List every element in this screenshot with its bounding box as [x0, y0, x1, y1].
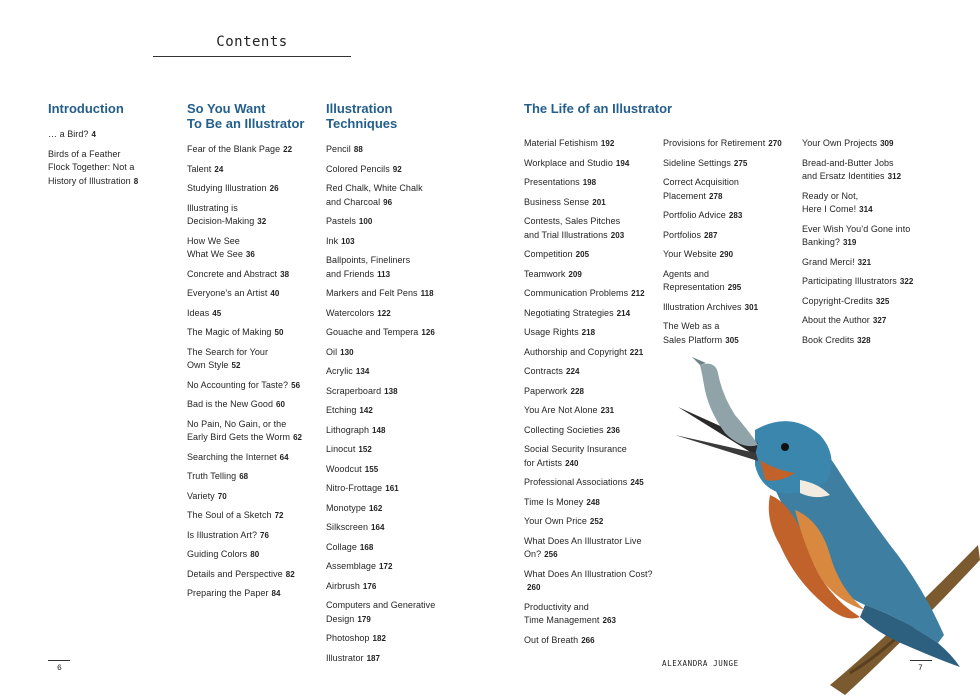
- toc-entry-page: 295: [727, 283, 742, 292]
- toc-entry-page: 194: [615, 158, 630, 168]
- toc-entry-title: Ready or Not, Here I Come!: [802, 190, 859, 214]
- toc-entry-title: Copyright-Credits: [802, 295, 873, 306]
- toc-entry-page: 88: [353, 145, 363, 154]
- toc-entry: [802, 157, 952, 184]
- toc-entry-page: 212: [631, 289, 645, 298]
- toc-entry: [326, 599, 461, 626]
- toc-entry-page: 305: [725, 335, 739, 345]
- toc-entry-page: 126: [421, 328, 435, 337]
- toc-entry-title: Birds of a Feather Flock Together: Not a History of Illustration: [48, 148, 135, 186]
- toc-entry-title: Material Fetishism: [524, 138, 598, 148]
- toc-entry-page: 24: [214, 164, 224, 174]
- toc-entry: [663, 268, 799, 295]
- toc-entry: [663, 301, 799, 315]
- toc-entry-page: 231: [600, 406, 615, 415]
- toc-entry-title: Searching the Internet: [187, 451, 277, 462]
- toc-entry-page: 8: [133, 176, 139, 186]
- toc-entry-page: 240: [565, 458, 579, 468]
- toc-entry-page: 187: [366, 653, 381, 663]
- toc-entry-title: About the Author: [802, 315, 870, 325]
- toc-entry-page: 312: [887, 172, 902, 181]
- toc-entry-title: Business Sense: [524, 196, 590, 207]
- toc-entry-page: 319: [842, 238, 857, 247]
- toc-entry-page: 203: [610, 230, 625, 240]
- toc-entry-title: Illustrator: [326, 652, 364, 663]
- toc-entry: [524, 346, 660, 360]
- toc-entry: [524, 215, 660, 242]
- toc-entry: [663, 248, 799, 262]
- toc-entry-page: 325: [875, 296, 890, 306]
- toc-entry-page: 201: [592, 197, 606, 207]
- toc-entry: [802, 137, 952, 151]
- footer-rule-left: [48, 660, 70, 661]
- toc-entry: [326, 482, 461, 496]
- section-so-you-want: [187, 101, 322, 607]
- toc-entry: [326, 254, 461, 281]
- toc-entry-page: 50: [274, 328, 284, 337]
- toc-entry-title: Red Chalk, White Chalk and Charcoal: [326, 183, 423, 207]
- toc-entry-page: 192: [600, 139, 615, 148]
- toc-entry: [187, 202, 322, 229]
- toc-entry-title: Workplace and Studio: [524, 157, 613, 168]
- toc-list: [524, 137, 660, 653]
- toc-entry-page: 287: [704, 230, 718, 240]
- toc-entry-title: Contracts: [524, 366, 563, 376]
- toc-entry-title: Social Security Insurance for Artists: [524, 444, 627, 468]
- toc-entry-title: Linocut: [326, 444, 356, 454]
- toc-entry-title: How We See What We See: [187, 235, 243, 259]
- toc-entry-page: 182: [372, 634, 386, 643]
- toc-entry-page: 327: [872, 316, 887, 325]
- toc-entry: [524, 196, 660, 210]
- toc-entry: [326, 385, 461, 399]
- toc-entry-page: 275: [733, 158, 748, 168]
- toc-entry-page: 62: [293, 433, 303, 442]
- toc-entry-title: No Pain, No Gain, or the Early Bird Gets the Worm: [187, 418, 291, 442]
- toc-entry: [663, 209, 799, 223]
- toc-entry-page: 228: [570, 386, 584, 396]
- toc-entry-title: Communication Problems: [524, 288, 629, 298]
- toc-entry-title: You Are Not Alone: [524, 405, 598, 415]
- toc-entry-page: 45: [212, 308, 222, 318]
- toc-entry: [663, 137, 799, 151]
- toc-entry-title: What Does An Illustrator Live On?: [524, 535, 642, 559]
- toc-entry-page: 256: [544, 550, 558, 559]
- toc-entry: [187, 451, 322, 465]
- toc-entry: [524, 424, 660, 438]
- toc-entry-page: 4: [91, 130, 96, 139]
- toc-entry-title: Fear of the Blank Page: [187, 144, 281, 154]
- toc-entry-page: 290: [719, 250, 734, 259]
- toc-entry-title: The Web as a Sales Platform: [663, 321, 723, 345]
- toc-entry-title: Competition: [524, 249, 573, 259]
- toc-entry-title: Colored Pencils: [326, 163, 390, 174]
- toc-entry-page: 214: [616, 308, 631, 318]
- page-number-right: 7: [918, 664, 923, 673]
- toc-entry-title: Paperwork: [524, 385, 568, 396]
- toc-entry: [802, 295, 952, 309]
- toc-entry: [326, 404, 461, 418]
- toc-entry-title: Woodcut: [326, 463, 362, 474]
- toc-entry: [187, 509, 322, 523]
- toc-entry-page: 72: [274, 511, 284, 520]
- toc-entry-page: 68: [239, 472, 249, 481]
- toc-entry-page: 40: [270, 289, 280, 298]
- toc-entry: [326, 652, 461, 666]
- toc-entry: [326, 463, 461, 477]
- toc-entry: [524, 326, 660, 340]
- toc-entry-title: Watercolors: [326, 307, 375, 318]
- toc-entry: [187, 398, 322, 412]
- section-introduction: [48, 101, 168, 194]
- toc-entry: [187, 287, 322, 301]
- toc-entry: [326, 424, 461, 438]
- toc-entry: [326, 163, 461, 177]
- toc-entry: [48, 148, 168, 189]
- title-underline: [153, 56, 351, 57]
- toc-entry-title: Teamwork: [524, 268, 566, 279]
- toc-entry: [187, 163, 322, 177]
- toc-entry-page: 236: [606, 425, 621, 435]
- toc-entry-title: Your Website: [663, 249, 717, 259]
- toc-entry: [326, 143, 461, 157]
- toc-entry: [326, 580, 461, 594]
- toc-entry: [524, 515, 660, 529]
- toc-entry: [524, 535, 660, 562]
- toc-entry: [524, 496, 660, 510]
- toc-entry-title: Variety: [187, 490, 215, 501]
- toc-entry-page: 176: [362, 581, 377, 591]
- toc-entry: [326, 632, 461, 646]
- toc-entry: [802, 275, 952, 289]
- toc-entry-page: 155: [364, 464, 379, 474]
- toc-entry-title: The Magic of Making: [187, 327, 272, 337]
- toc-entry: [524, 157, 660, 171]
- toc-entry-title: Portfolio Advice: [663, 210, 726, 220]
- toc-entry-title: Collage: [326, 541, 357, 552]
- toc-entry: [802, 190, 952, 217]
- toc-entry-title: Is Illustration Art?: [187, 529, 258, 540]
- toc-entry: [524, 443, 660, 470]
- toc-entry-page: 161: [385, 484, 399, 493]
- toc-entry: [663, 176, 799, 203]
- toc-entry-title: Ballpoints, Fineliners and Friends: [326, 255, 411, 279]
- toc-entry-title: Assemblage: [326, 561, 377, 571]
- toc-entry-page: 309: [880, 139, 894, 148]
- toc-entry: [326, 307, 461, 321]
- toc-entry-title: Book Credits: [802, 334, 855, 345]
- toc-entry-page: 80: [250, 550, 260, 559]
- section-heading: Introduction: [48, 101, 124, 116]
- toc-entry-page: 100: [358, 217, 373, 226]
- toc-entry-title: Lithograph: [326, 424, 370, 435]
- toc-entry-title: Grand Merci!: [802, 256, 855, 267]
- toc-entry-title: Illustrating is Decision-Making: [187, 202, 255, 226]
- toc-entry-page: 314: [859, 205, 873, 214]
- toc-entry: [187, 529, 322, 543]
- toc-entry-title: Acrylic: [326, 366, 353, 376]
- toc-entry-page: 263: [602, 616, 616, 625]
- toc-entry-page: 70: [217, 491, 227, 501]
- toc-entry-page: 283: [728, 211, 743, 220]
- toc-entry-title: Collecting Societies: [524, 424, 604, 435]
- toc-entry-title: Your Own Projects: [802, 138, 878, 148]
- toc-entry-title: Oil: [326, 346, 338, 357]
- toc-entry-title: Studying Illustration: [187, 183, 267, 193]
- toc-entry-title: … a Bird?: [48, 129, 89, 139]
- toc-entry-title: Ever Wish You’d Gone into Banking?: [802, 223, 911, 247]
- toc-entry: [524, 248, 660, 262]
- toc-entry-title: Markers and Felt Pens: [326, 288, 418, 298]
- toc-entry: [187, 235, 322, 262]
- toc-entry: [187, 568, 322, 582]
- toc-entry-page: 245: [630, 478, 644, 487]
- toc-entry-page: 301: [744, 302, 759, 312]
- toc-entry: [524, 137, 660, 151]
- toc-entry-page: 130: [340, 347, 354, 357]
- toc-entry-title: Time Is Money: [524, 496, 584, 507]
- toc-entry-title: The Soul of a Sketch: [187, 510, 272, 520]
- section-life: [524, 101, 964, 645]
- toc-entry-page: 266: [581, 635, 595, 645]
- toc-entry-title: Preparing the Paper: [187, 588, 269, 598]
- toc-entry: [187, 418, 322, 445]
- kingfisher-with-fish-icon: [660, 355, 980, 700]
- toc-entry-page: 22: [283, 145, 293, 154]
- toc-list: [48, 128, 168, 188]
- toc-entry-page: 56: [291, 380, 301, 390]
- toc-entry-title: Out of Breath: [524, 634, 579, 645]
- toc-entry-page: 32: [257, 217, 267, 226]
- toc-entry: [326, 235, 461, 249]
- toc-entry-page: 60: [276, 400, 285, 409]
- toc-entry-page: 38: [280, 269, 290, 279]
- toc-entry: [187, 182, 322, 196]
- toc-entry: [326, 182, 461, 209]
- toc-entry-title: Photoshop: [326, 633, 370, 643]
- toc-entry: [802, 334, 952, 348]
- toc-entry-title: Guiding Colors: [187, 549, 248, 559]
- toc-entry-title: Silkscreen: [326, 522, 369, 532]
- toc-entry-page: 82: [285, 569, 295, 579]
- toc-entry: [187, 268, 322, 282]
- toc-entry-title: Bread-and-Butter Jobs and Ersatz Identities: [802, 157, 894, 181]
- toc-entry-page: 209: [568, 269, 582, 279]
- toc-entry: [663, 157, 799, 171]
- toc-entry: [187, 470, 322, 484]
- toc-entry-page: 322: [899, 277, 914, 286]
- running-footer-author: ALEXANDRA JUNGE: [662, 659, 739, 668]
- toc-entry: [802, 223, 952, 250]
- toc-entry: [187, 490, 322, 504]
- toc-entry-title: Illustration Archives: [663, 301, 742, 312]
- toc-entry-page: 113: [377, 269, 391, 279]
- section-techniques: [326, 101, 461, 671]
- toc-entry: [663, 229, 799, 243]
- toc-entry-title: Talent: [187, 163, 212, 174]
- toc-entry: [187, 307, 322, 321]
- toc-entry-title: Etching: [326, 405, 357, 415]
- toc-entry-page: 138: [384, 386, 398, 396]
- toc-entry-page: 36: [245, 250, 255, 259]
- toc-entry: [326, 502, 461, 516]
- toc-entry-page: 26: [269, 184, 279, 193]
- toc-entry: [326, 365, 461, 379]
- toc-entry-title: Productivity and Time Management: [524, 601, 600, 625]
- toc-entry: [187, 326, 322, 340]
- section-heading: Illustration Techniques: [326, 101, 398, 131]
- toc-entry-page: 321: [857, 257, 872, 267]
- toc-list: [326, 143, 461, 665]
- toc-entry-page: 205: [575, 250, 590, 259]
- toc-entry-page: 164: [371, 523, 385, 532]
- toc-entry: [326, 215, 461, 229]
- toc-entry-page: 64: [279, 452, 289, 462]
- toc-entry-page: 92: [392, 164, 402, 174]
- toc-entry: [326, 560, 461, 574]
- toc-entry-page: 221: [629, 347, 644, 357]
- toc-entry-title: Pencil: [326, 144, 351, 154]
- toc-entry: [524, 476, 660, 490]
- toc-entry-title: The Search for Your Own Style: [187, 346, 269, 370]
- toc-entry-title: Computers and Generative Design: [326, 600, 436, 624]
- section-heading: So You Want To Be an Illustrator: [187, 101, 305, 131]
- toc-entry: [326, 521, 461, 535]
- toc-entry-title: Concrete and Abstract: [187, 268, 278, 279]
- toc-entry-page: 278: [708, 191, 723, 201]
- toc-entry: [524, 365, 660, 379]
- toc-entry-page: 218: [581, 328, 596, 337]
- toc-entry-title: Usage Rights: [524, 327, 579, 337]
- toc-entry-page: 152: [358, 445, 372, 454]
- toc-entry-title: Bad is the New Good: [187, 399, 273, 409]
- toc-entry-title: Everyone’s an Artist: [187, 288, 268, 298]
- toc-entry: [524, 385, 660, 399]
- toc-entry-page: 198: [582, 178, 597, 187]
- toc-entry-title: Ideas: [187, 307, 210, 318]
- toc-entry-page: 84: [271, 589, 281, 598]
- toc-entry: [326, 443, 461, 457]
- toc-entry: [524, 287, 660, 301]
- toc-entry-title: Correct Acquisition Placement: [663, 177, 739, 201]
- toc-entry-title: Airbrush: [326, 580, 360, 591]
- toc-entry-title: What Does An Illustration Cost?: [524, 568, 653, 579]
- toc-entry-page: 148: [372, 425, 386, 435]
- toc-entry: [326, 326, 461, 340]
- toc-list: [187, 143, 322, 601]
- toc-entry: [187, 143, 322, 157]
- toc-entry: [524, 634, 660, 648]
- toc-entry-page: 96: [383, 197, 393, 207]
- toc-entry-page: 142: [359, 406, 373, 415]
- toc-entry-title: Gouache and Tempera: [326, 327, 419, 337]
- toc-entry-page: 76: [260, 530, 270, 540]
- toc-entry: [187, 379, 322, 393]
- toc-entry-title: Negotiating Strategies: [524, 307, 614, 318]
- toc-entry: [802, 256, 952, 270]
- toc-entry: [326, 541, 461, 555]
- toc-entry: [187, 346, 322, 373]
- toc-entry-title: Sideline Settings: [663, 157, 731, 168]
- toc-entry-title: Provisions for Retirement: [663, 138, 766, 148]
- toc-entry: [524, 568, 660, 595]
- toc-entry-title: Truth Telling: [187, 471, 237, 481]
- toc-entry-page: 252: [589, 517, 604, 526]
- toc-entry-title: Your Own Price: [524, 516, 587, 526]
- toc-entry: [524, 268, 660, 282]
- toc-entry-title: Portfolios: [663, 229, 702, 240]
- toc-entry: [187, 548, 322, 562]
- toc-entry-title: Professional Associations: [524, 477, 628, 487]
- toc-entry-page: 52: [231, 361, 241, 370]
- toc-entry: [524, 307, 660, 321]
- toc-entry-title: Nitro-Frottage: [326, 483, 383, 493]
- toc-entry-title: Contests, Sales Pitches and Trial Illustrations: [524, 216, 621, 240]
- toc-entry-title: Authorship and Copyright: [524, 346, 627, 357]
- toc-entry-title: Pastels: [326, 216, 356, 226]
- toc-entry-page: 224: [565, 367, 580, 376]
- toc-entry-page: 162: [368, 503, 383, 513]
- toc-entry-page: 328: [857, 335, 871, 345]
- toc-entry: [326, 287, 461, 301]
- page-title: Contents: [216, 34, 288, 50]
- toc-entry-page: 270: [768, 139, 782, 148]
- toc-entry-page: 248: [586, 497, 600, 507]
- page-number-left: 6: [57, 664, 62, 673]
- toc-entry-page: 172: [379, 562, 393, 571]
- toc-entry-title: Presentations: [524, 177, 580, 187]
- toc-entry-page: 179: [357, 614, 371, 624]
- toc-entry: [326, 346, 461, 360]
- toc-entry-title: Monotype: [326, 502, 366, 513]
- footer-rule-right: [910, 660, 932, 661]
- toc-list: [802, 137, 952, 353]
- toc-entry-page: 122: [377, 308, 391, 318]
- toc-entry: [524, 404, 660, 418]
- toc-entry: [48, 128, 168, 142]
- toc-entry-title: Participating Illustrators: [802, 276, 897, 286]
- toc-entry-title: Scraperboard: [326, 385, 382, 396]
- toc-entry-page: 134: [355, 367, 370, 376]
- toc-entry-title: Ink: [326, 235, 339, 246]
- toc-entry-title: Agents and Representation: [663, 268, 725, 292]
- toc-entry: [524, 176, 660, 190]
- section-heading: The Life of an Illustrator: [524, 101, 673, 116]
- toc-entry-page: 260: [527, 583, 541, 592]
- toc-entry-page: 103: [341, 236, 355, 246]
- toc-list: [663, 137, 799, 353]
- toc-entry-page: 168: [359, 542, 374, 552]
- toc-entry: [187, 587, 322, 601]
- toc-entry: [524, 601, 660, 628]
- toc-entry-title: No Accounting for Taste?: [187, 379, 289, 390]
- toc-entry-title: Details and Perspective: [187, 568, 283, 579]
- toc-entry-page: 118: [420, 289, 434, 298]
- toc-entry: [802, 314, 952, 328]
- toc-entry: [663, 320, 799, 347]
